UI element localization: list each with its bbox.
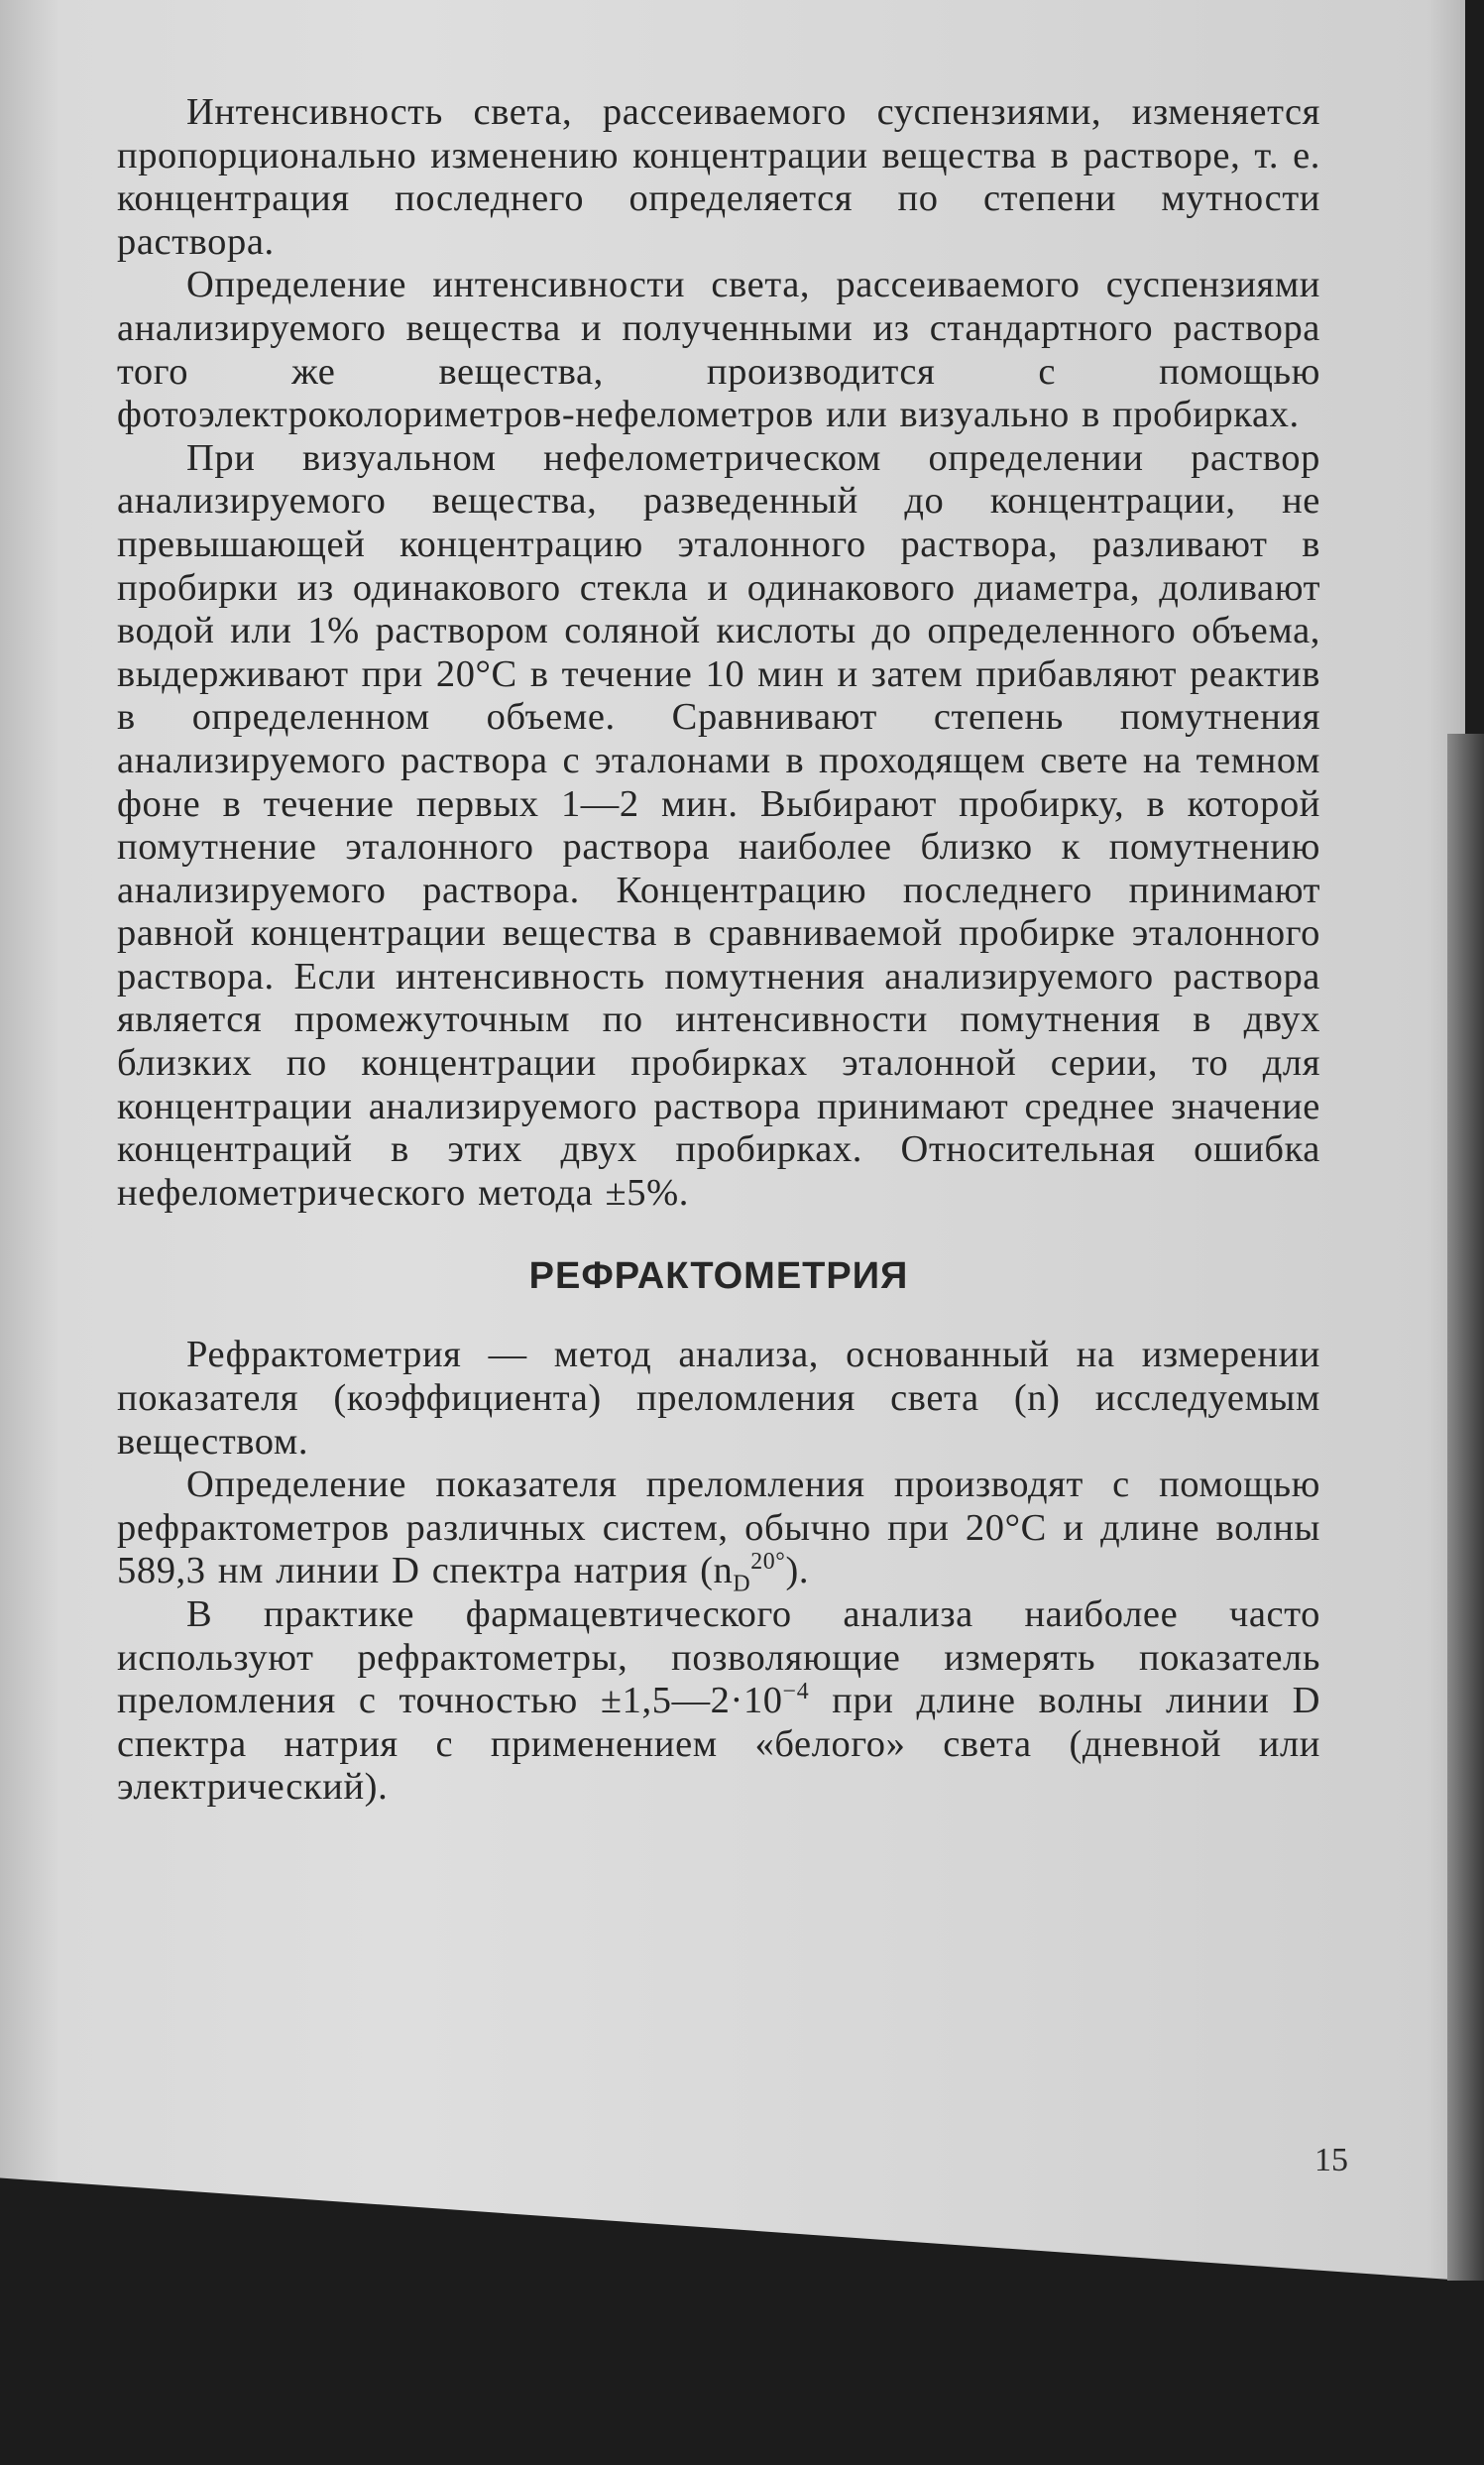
paragraph-refractometry-definition: Рефрактометрия — метод анализа, основанный на измерении показателя (коэффициента) преломления света (n) исследуемым веществом. <box>117 1334 1320 1463</box>
paragraph-visual-nephelometry: При визуальном нефелометрическом определении раствор анализируемого вещества, разведенный до концентрации, не превышающей концентрацию эталонного раствора, разливают в пробирки из одинакового стекла и одинакового диаметра, доливают водой или 1% раствором соляной кислоты до определенного объема, выдерживают при 20°C в течение 10 мин и затем прибавляют реактив в определенном объеме. Сравнивают степень помутнения анализируемого раствора с эталонами в проходящем свете на темном фоне в течение первых 1—2 мин. Выбирают пробирку, в которой помутнение эталонного раствора наиболее близко к помутнению анализируемого раствора. Концентрацию последнего принимают равной концентрации вещества в сравниваемой пробирке эталонного раствора. Если интенсивность помутнения анализируемого раствора является промежуточным по интенсивности помутнения в двух близких по концентрации пробирках эталонной серии, то для концентрации анализируемого раствора принимают среднее значение концентраций в этих двух пробирках. Относительная ошибка нефелометрического метода ±5%. <box>117 436 1320 1214</box>
superscript-exponent: −4 <box>782 1679 810 1705</box>
paragraph-suspension-intensity: Интенсивность света, рассеиваемого суспензиями, изменяется пропорционально изменению концентрации вещества в растворе, т. е. концентрация последнего определяется по степени мутности раствора. <box>117 91 1320 263</box>
refractive-index-text-end: ). <box>785 1550 810 1592</box>
page-number: 15 <box>1314 2142 1348 2178</box>
section-heading-refractometry: РЕФРАКТОМЕТРИЯ <box>528 1255 909 1298</box>
practice-text-after: при длине волны линии D спектра натрия с применением «белого» света (дневной или электрический). <box>117 1680 1320 1809</box>
text-column <box>117 91 1320 1810</box>
practice-text-before: В практике фармацевтического анализа наиболее часто используют рефрактометры, позволяющие измерять показатель преломления с точностью ±1,5—2·10 <box>117 1593 1320 1722</box>
refractive-index-text: Определение показателя преломления производят с помощью рефрактометров различных систем, обычно при 20°C и длине волны 589,3 нм линии D спектра натрия (n <box>117 1464 1320 1592</box>
subscript-d: D <box>733 1572 751 1598</box>
paragraph-pharmaceutical-practice <box>117 1593 1320 1810</box>
paragraph-refractive-index-measurement <box>117 1464 1320 1598</box>
paragraph-intensity-determination: Определение интенсивности света, рассеиваемого суспензиями анализируемого вещества и полученными из стандартного раствора того же вещества, производится с помощью фотоэлектроколориметров-нефелометров или визуально в пробирках. <box>117 264 1320 436</box>
page-edge-shadow <box>1447 734 1484 2281</box>
superscript-temperature: 20° <box>750 1549 786 1576</box>
